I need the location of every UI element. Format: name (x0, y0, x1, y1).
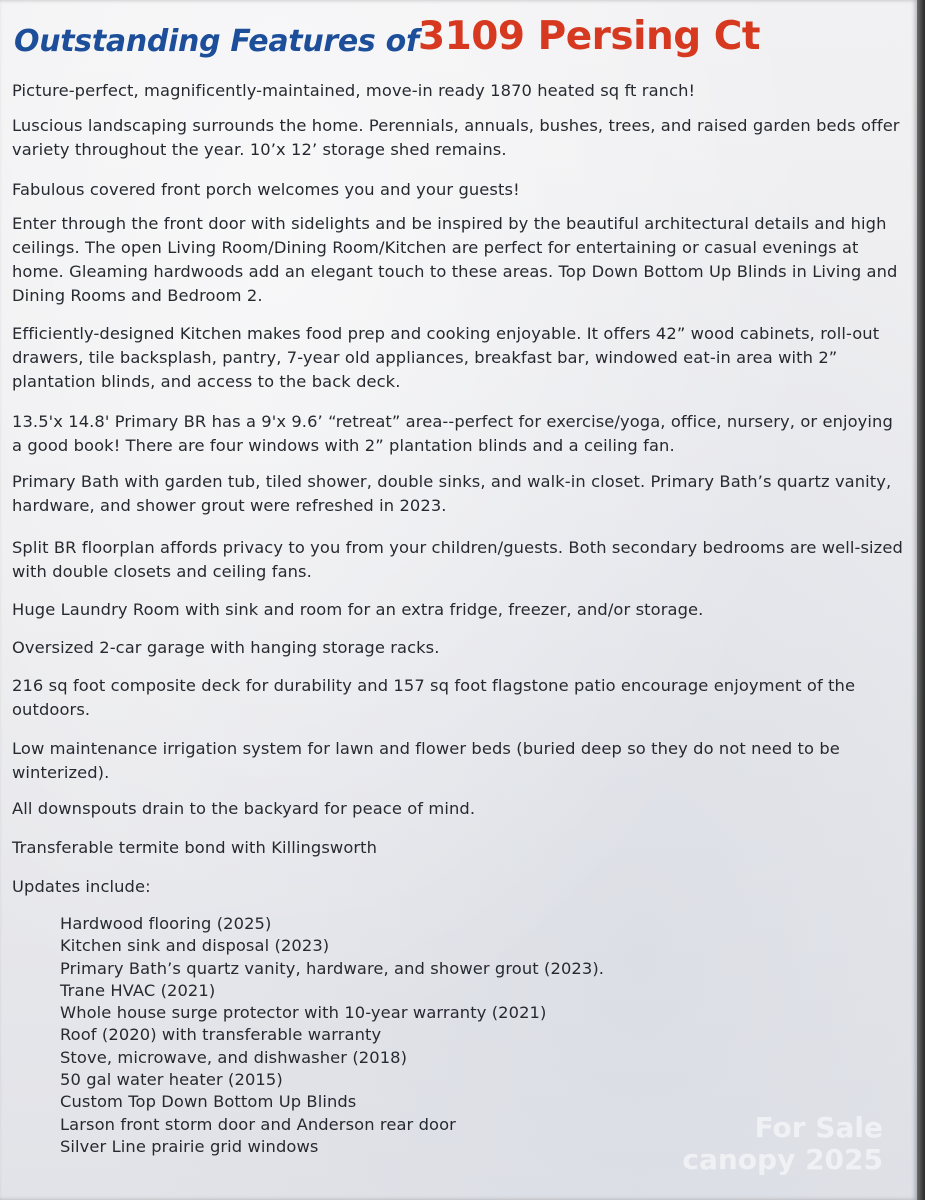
update-item: Whole house surge protector with 10-year warranty (2021) (60, 1003, 547, 1023)
update-item: Trane HVAC (2021) (60, 980, 216, 1000)
update-item: Custom Top Down Bottom Up Blinds (60, 1092, 357, 1112)
feature-paragraph: Fabulous covered front porch welcomes you and your guests! (12, 180, 520, 199)
feature-paragraph: Efficiently-designed Kitchen makes food prep and cooking enjoyable. It offers 42” wood cabinets, roll-out drawers, tile backsplash, pantry, 7-year old appliances, breakfast bar, windowed eat-in area with 2” plantation blinds, and access to the back deck. (12, 324, 880, 391)
feature-paragraph: Oversized 2-car garage with hanging storage racks. (12, 638, 440, 657)
update-item: Primary Bath’s quartz vanity, hardware, and shower grout (2023). (60, 958, 605, 978)
watermark-line1: For Sale (754, 1111, 883, 1144)
update-item: Silver Line prairie grid windows (60, 1136, 319, 1156)
watermark-line2: canopy 2025 (682, 1143, 883, 1176)
feature-paragraph: All downspouts drain to the backyard for peace of mind. (12, 799, 476, 818)
feature-paragraph: Picture-perfect, magnificently-maintained, move-in ready 1870 heated sq ft ranch! (12, 81, 696, 100)
feature-paragraph: Luscious landscaping surrounds the home. Perennials, annuals, bushes, trees, and raised garden beds offer variety throughout the year. 10’x 12’ storage shed remains. (12, 116, 900, 159)
feature-paragraph: Huge Laundry Room with sink and room for an extra fridge, freezer, and/or storage. (12, 600, 704, 619)
feature-paragraph: Low maintenance irrigation system for lawn and flower beds (buried deep so they do not need to be winterized). (12, 739, 840, 782)
flyer-title (14, 10, 909, 70)
page-edge-shadow (917, 0, 925, 1200)
update-item: Hardwood flooring (2025) (60, 914, 272, 933)
title-address: 3109 Persing Ct (418, 14, 760, 59)
feature-paragraph: Enter through the front door with sidelights and be inspired by the beautiful architectural details and high ceilings. The open Living Room/Dining Room/Kitchen are perfect for entertaining or casual evenings at home. Gleaming hardwoods add an elegant touch to these areas. Top Down Bottom Up Blinds in Living and Dining Rooms and Bedroom 2. (12, 214, 898, 305)
title-lead: Outstanding Features of (14, 24, 419, 59)
watermark (682, 1112, 883, 1176)
feature-paragraph: Split BR floorplan affords privacy to you from your children/guests. Both secondary bedrooms are well-sized with double closets and ceiling fans. (12, 538, 903, 581)
update-item: Roof (2020) with transferable warranty (60, 1025, 382, 1045)
feature-paragraph: Transferable termite bond with Killingsworth (12, 838, 378, 857)
update-item: Stove, microwave, and dishwasher (2018) (60, 1047, 408, 1067)
update-item: Kitchen sink and disposal (2023) (60, 936, 330, 956)
feature-paragraph: Primary Bath with garden tub, tiled shower, double sinks, and walk-in closet. Primary Bath’s quartz vanity, hardware, and shower grout were refreshed in 2023. (12, 472, 892, 515)
feature-paragraph: 216 sq foot composite deck for durability and 157 sq foot flagstone patio encourage enjoyment of the outdoors. (12, 676, 856, 719)
update-item: Larson front storm door and Anderson rear door (60, 1114, 456, 1134)
feature-paragraph: 13.5'x 14.8' Primary BR has a 9'x 9.6’ “retreat” area--perfect for exercise/yoga, office, nursery, or enjoying a good book! There are four windows with 2” plantation blinds and a ceiling fan. (12, 412, 893, 455)
updates-heading: Updates include: (12, 877, 151, 896)
update-item: 50 gal water heater (2015) (60, 1070, 283, 1090)
